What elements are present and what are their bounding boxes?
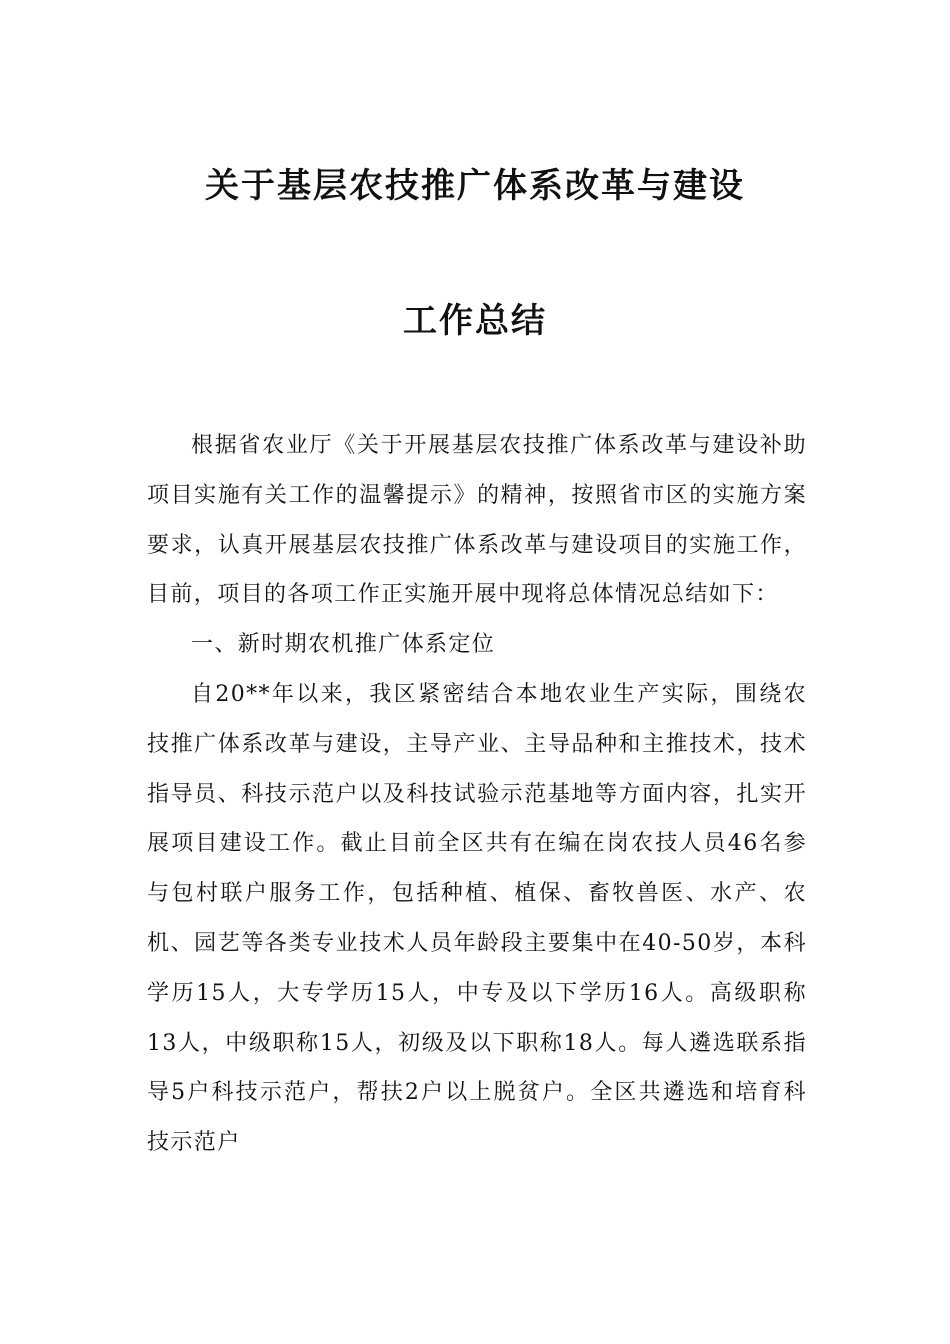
paragraph-intro: 根据省农业厅《关于开展基层农技推广体系改革与建设补助项目实施有关工作的温馨提示》的精神，按照省市区的实施方案要求，认真开展基层农技推广体系改革与建设项目的实施工作，目前，项目的各项工作正实施开展中现将总体情况总结如下： (147, 433, 807, 608)
document-body (147, 421, 807, 1168)
document-title-line-1: 关于基层农技推广体系改革与建设 (205, 166, 745, 206)
paragraph-section-1: 自20**年以来，我区紧密结合本地农业生产实际，围绕农技推广体系改革与建设，主导产业、主导品种和主推技术，技术指导员、科技示范户以及科技试验示范基地等方面内容，扎实开展项目建设工作。截止目前全区共有在编在岗农技人员46名参与包村联户服务工作，包括种植、植保、畜牧兽医、水产、农机、园艺等各类专业技术人员年龄段主要集中在40-50岁，本科学历15人，大专学历15人，中专及以下学历16人。高级职称13人，中级职称15人，初级及以下职称18人。每人遴选联系指导5户科技示范户，帮扶2户以上脱贫户。全区共遴选和培育科技示范户 (147, 681, 807, 1156)
section-heading-1: 一、新时期农机推广体系定位 (191, 632, 496, 658)
document-title-line-2: 工作总结 (403, 301, 547, 341)
